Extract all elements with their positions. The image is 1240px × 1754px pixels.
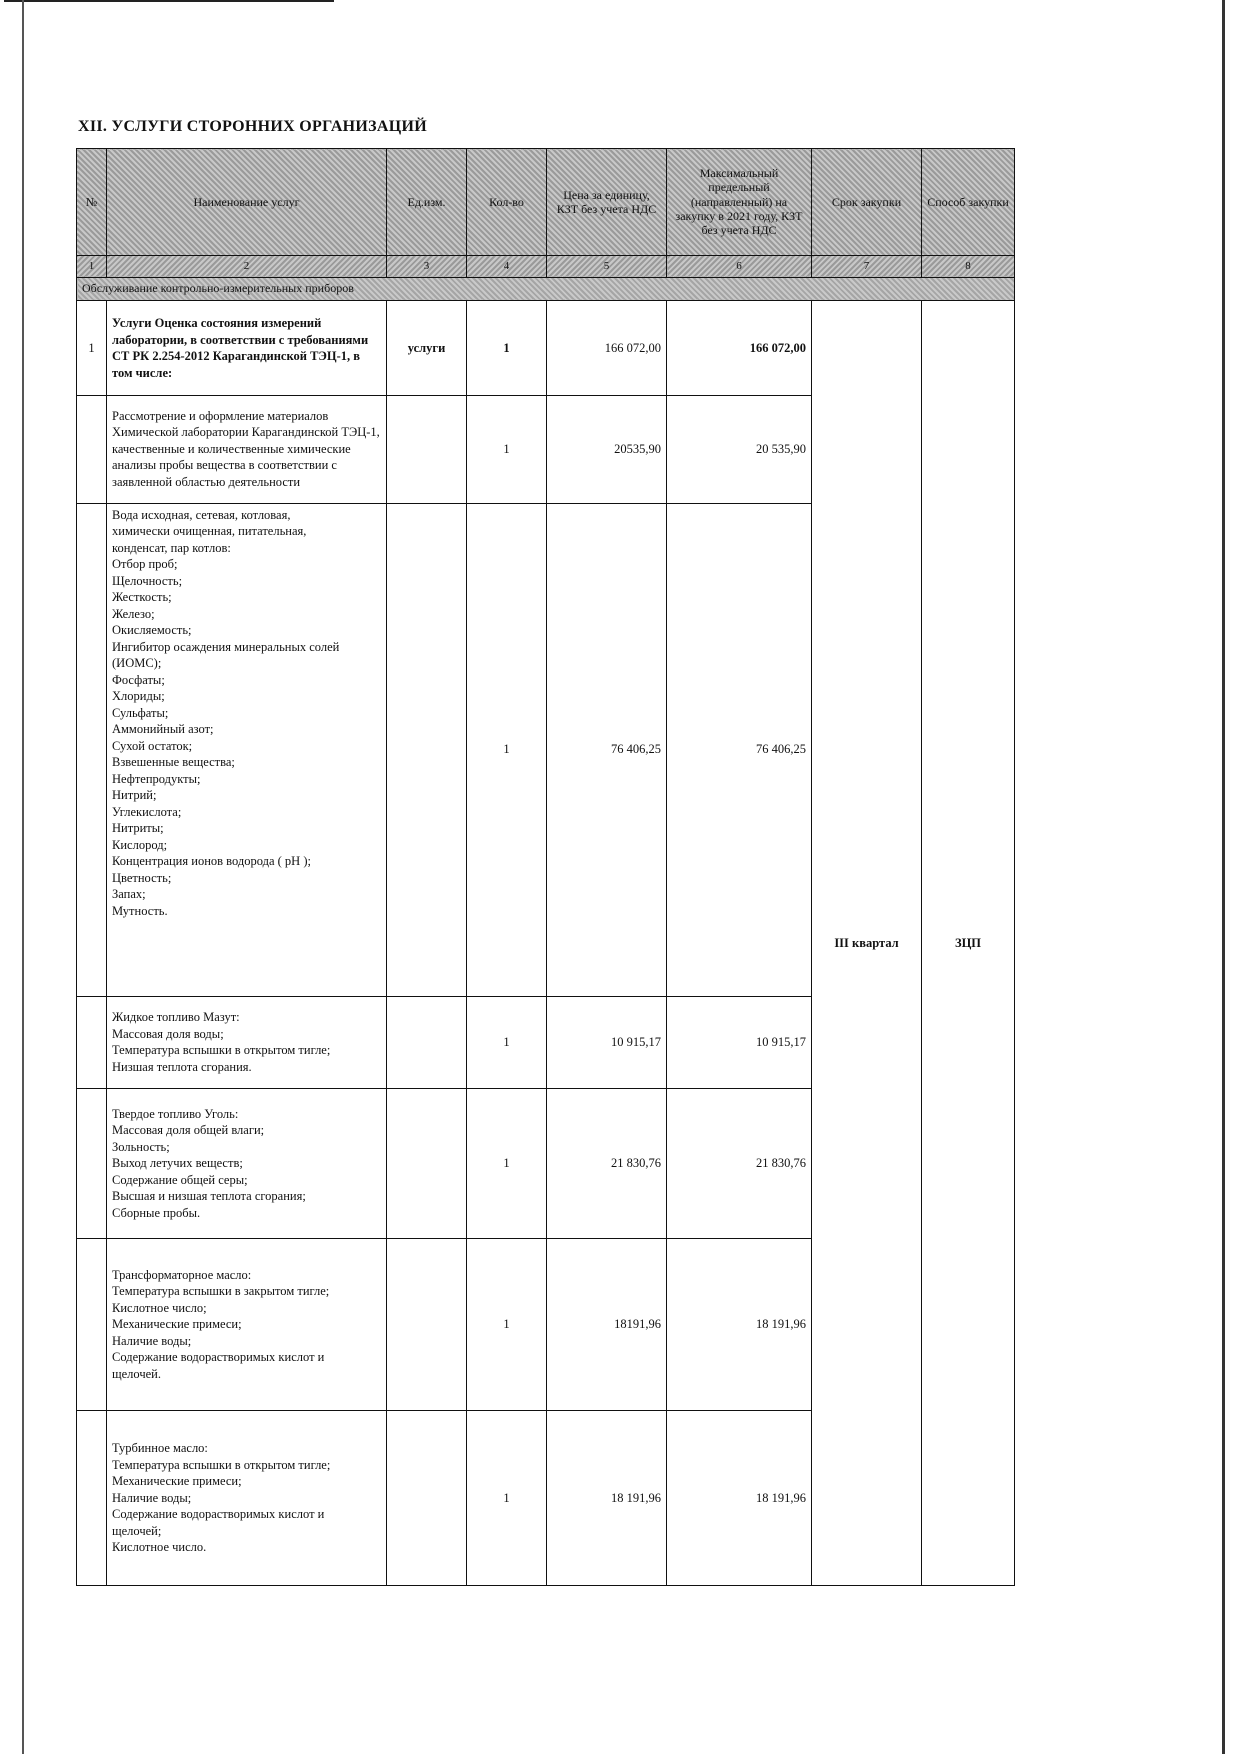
service-name: Услуги Оценка состояния измерений лаборатории, в соответствии с требованиями СТ РК 2.254-2012 Карагандинской ТЭЦ-1, в том числе: <box>107 301 387 395</box>
purchase-period: III квартал <box>812 301 922 1586</box>
row-qty: 1 <box>467 996 547 1088</box>
row-total: 20 535,90 <box>667 395 812 503</box>
scan-edge-top <box>4 0 334 2</box>
row-unit <box>387 395 467 503</box>
header-price: Цена за единицу, КЗТ без учета НДС <box>547 149 667 256</box>
row-number <box>77 395 107 503</box>
row-total: 18 191,96 <box>667 1238 812 1411</box>
row-number <box>77 1238 107 1411</box>
column-number: 2 <box>107 255 387 277</box>
row-price: 21 830,76 <box>547 1088 667 1238</box>
service-name: Трансформаторное масло: Температура вспышки в закрытом тигле; Кислотное число; Механические примеси; Наличие воды; Содержание водорастворимых кислот и щелочей. <box>107 1238 387 1411</box>
row-number <box>77 996 107 1088</box>
row-price: 20535,90 <box>547 395 667 503</box>
header-period: Срок закупки <box>812 149 922 256</box>
header-total: Максимальный предельный (направленный) на закупку в 2021 году, КЗТ без учета НДС <box>667 149 812 256</box>
header-row <box>77 149 1015 256</box>
row-unit <box>387 1411 467 1586</box>
column-number: 6 <box>667 255 812 277</box>
row-qty: 1 <box>467 1088 547 1238</box>
service-name: Вода исходная, сетевая, котловая, химически очищенная, питательная, конденсат, пар котлов: Отбор проб; Щелочность; Жесткость; Железо; Окисляемость; Ингибитор осаждения минеральных солей (ИОМС); Фосфаты; Хлориды; Сульфаты; Аммонийный азот; Сухой остаток; Взвешенные вещества; Нефтепродукты; Нитрий; Углекислота; Нитриты; Кислород; Концентрация ионов водорода ( рН ); Цветность; Запах; Мутность. <box>107 503 387 996</box>
service-name: Турбинное масло: Температура вспышки в открытом тигле; Механические примеси; Наличие воды; Содержание водорастворимых кислот и щелочей; Кислотное число. <box>107 1411 387 1586</box>
header-qty: Кол-во <box>467 149 547 256</box>
column-number: 1 <box>77 255 107 277</box>
header-method: Способ закупки <box>922 149 1015 256</box>
services-table <box>76 148 1015 1586</box>
purchase-method: ЗЦП <box>922 301 1015 1586</box>
row-unit: услуги <box>387 301 467 395</box>
header-unit: Ед.изм. <box>387 149 467 256</box>
row-unit <box>387 503 467 996</box>
scan-edge-right <box>1222 0 1225 1754</box>
row-price: 10 915,17 <box>547 996 667 1088</box>
row-number <box>77 1411 107 1586</box>
header-name: Наименование услуг <box>107 149 387 256</box>
section-row <box>77 277 1015 300</box>
row-qty: 1 <box>467 395 547 503</box>
row-total: 18 191,96 <box>667 1411 812 1586</box>
row-qty: 1 <box>467 1411 547 1586</box>
column-number-row <box>77 255 1015 277</box>
column-number: 5 <box>547 255 667 277</box>
page-title: XII. УСЛУГИ СТОРОННИХ ОРГАНИЗАЦИЙ <box>78 118 428 135</box>
row-qty: 1 <box>467 301 547 395</box>
column-number: 7 <box>812 255 922 277</box>
row-number: 1 <box>77 301 107 395</box>
table-row <box>77 301 1015 395</box>
column-number: 4 <box>467 255 547 277</box>
row-total: 10 915,17 <box>667 996 812 1088</box>
service-name: Рассмотрение и оформление материалов Химической лаборатории Карагандинской ТЭЦ-1, качественные и количественные химические анализы пробы вещества в соответствии с заявленной областью деятельности <box>107 395 387 503</box>
row-qty: 1 <box>467 1238 547 1411</box>
scan-edge-left <box>22 0 24 1754</box>
service-name: Жидкое топливо Мазут: Массовая доля воды; Температура вспышки в открытом тигле; Низшая теплота сгорания. <box>107 996 387 1088</box>
row-price: 166 072,00 <box>547 301 667 395</box>
row-price: 76 406,25 <box>547 503 667 996</box>
header-num: № <box>77 149 107 256</box>
row-number <box>77 503 107 996</box>
row-unit <box>387 1238 467 1411</box>
row-total: 21 830,76 <box>667 1088 812 1238</box>
row-unit <box>387 996 467 1088</box>
row-price: 18 191,96 <box>547 1411 667 1586</box>
column-number: 3 <box>387 255 467 277</box>
row-total: 166 072,00 <box>667 301 812 395</box>
row-qty: 1 <box>467 503 547 996</box>
row-total: 76 406,25 <box>667 503 812 996</box>
row-price: 18191,96 <box>547 1238 667 1411</box>
service-name: Твердое топливо Уголь: Массовая доля общей влаги; Зольность; Выход летучих веществ; Содержание общей серы; Высшая и низшая теплота сгорания; Сборные пробы. <box>107 1088 387 1238</box>
row-number <box>77 1088 107 1238</box>
section-label: Обслуживание контрольно-измерительных приборов <box>77 277 1015 300</box>
column-number: 8 <box>922 255 1015 277</box>
row-unit <box>387 1088 467 1238</box>
